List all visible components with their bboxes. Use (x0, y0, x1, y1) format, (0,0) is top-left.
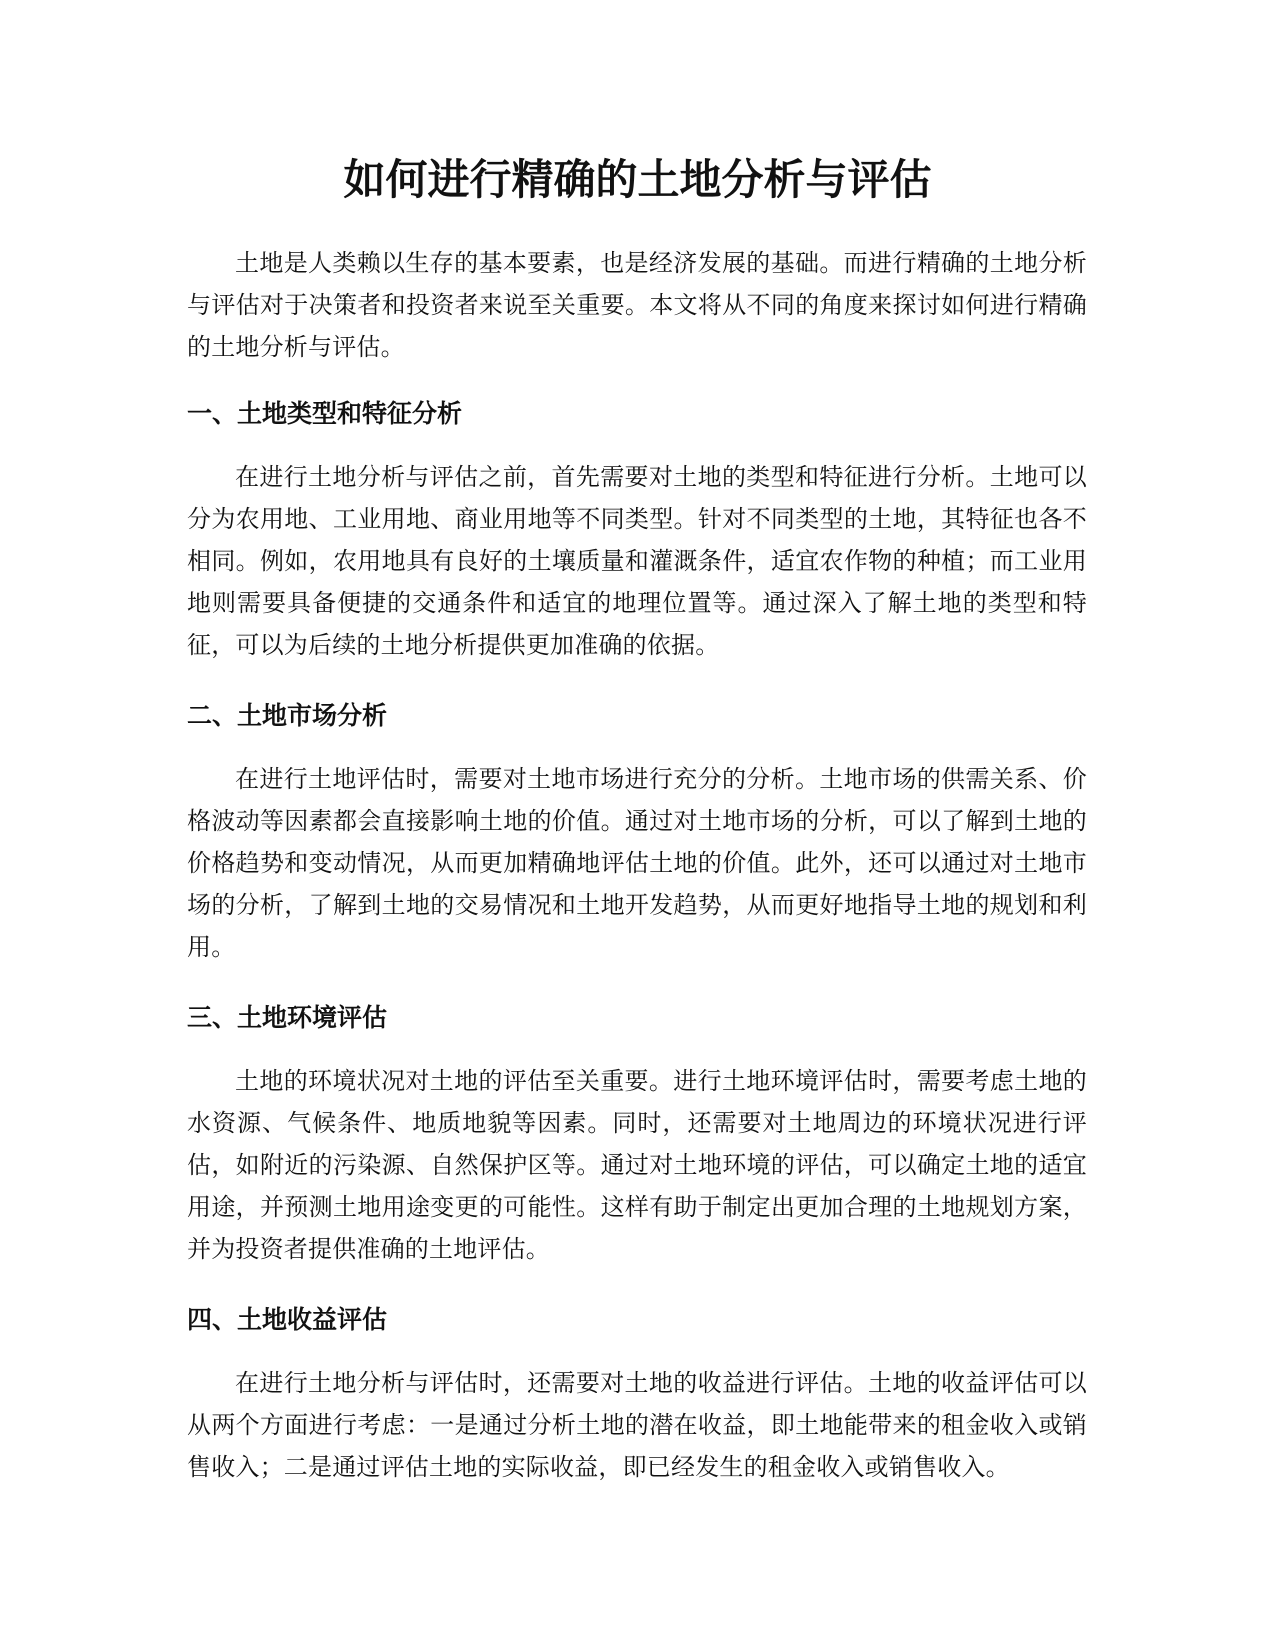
document-title: 如何进行精确的土地分析与评估 (343, 155, 932, 204)
section-heading-land-type: 一、土地类型和特征分析 (187, 399, 463, 428)
section-heading-land-environment: 三、土地环境评估 (187, 1003, 388, 1032)
intro-paragraph: 土地是人类赖以生存的基本要素，也是经济发展的基础。而进行精确的土地分析与评估对于决策者和投资者来说至关重要。本文将从不同的角度来探讨如何进行精确的土地分析与评估。 (187, 249, 1087, 361)
section-body-land-type: 在进行土地分析与评估之前，首先需要对土地的类型和特征进行分析。土地可以分为农用地、工业用地、商业用地等不同类型。针对不同类型的土地，其特征也各不相同。例如，农用地具有良好的土壤质量和灌溉条件，适宜农作物的种植；而工业用地则需要具备便捷的交通条件和适宜的地理位置等。通过深入了解土地的类型和特征，可以为后续的土地分析提供更加准确的依据。 (187, 463, 1087, 659)
section-body-land-environment: 土地的环境状况对土地的评估至关重要。进行土地环境评估时，需要考虑土地的水资源、气候条件、地质地貌等因素。同时，还需要对土地周边的环境状况进行评估，如附近的污染源、自然保护区等。通过对土地环境的评估，可以确定土地的适宜用途，并预测土地用途变更的可能性。这样有助于制定出更加合理的土地规划方案，并为投资者提供准确的土地评估。 (187, 1067, 1087, 1263)
section-heading-land-income: 四、土地收益评估 (187, 1305, 388, 1334)
section-heading-land-market: 二、土地市场分析 (187, 701, 388, 730)
section-body-land-income: 在进行土地分析与评估时，还需要对土地的收益进行评估。土地的收益评估可以从两个方面进行考虑：一是通过分析土地的潜在收益，即土地能带来的租金收入或销售收入；二是通过评估土地的实际收益，即已经发生的租金收入或销售收入。 (187, 1369, 1087, 1481)
section-body-land-market: 在进行土地评估时，需要对土地市场进行充分的分析。土地市场的供需关系、价格波动等因素都会直接影响土地的价值。通过对土地市场的分析，可以了解到土地的价格趋势和变动情况，从而更加精确地评估土地的价值。此外，还可以通过对土地市场的分析，了解到土地的交易情况和土地开发趋势，从而更好地指导土地的规划和利用。 (187, 765, 1087, 961)
